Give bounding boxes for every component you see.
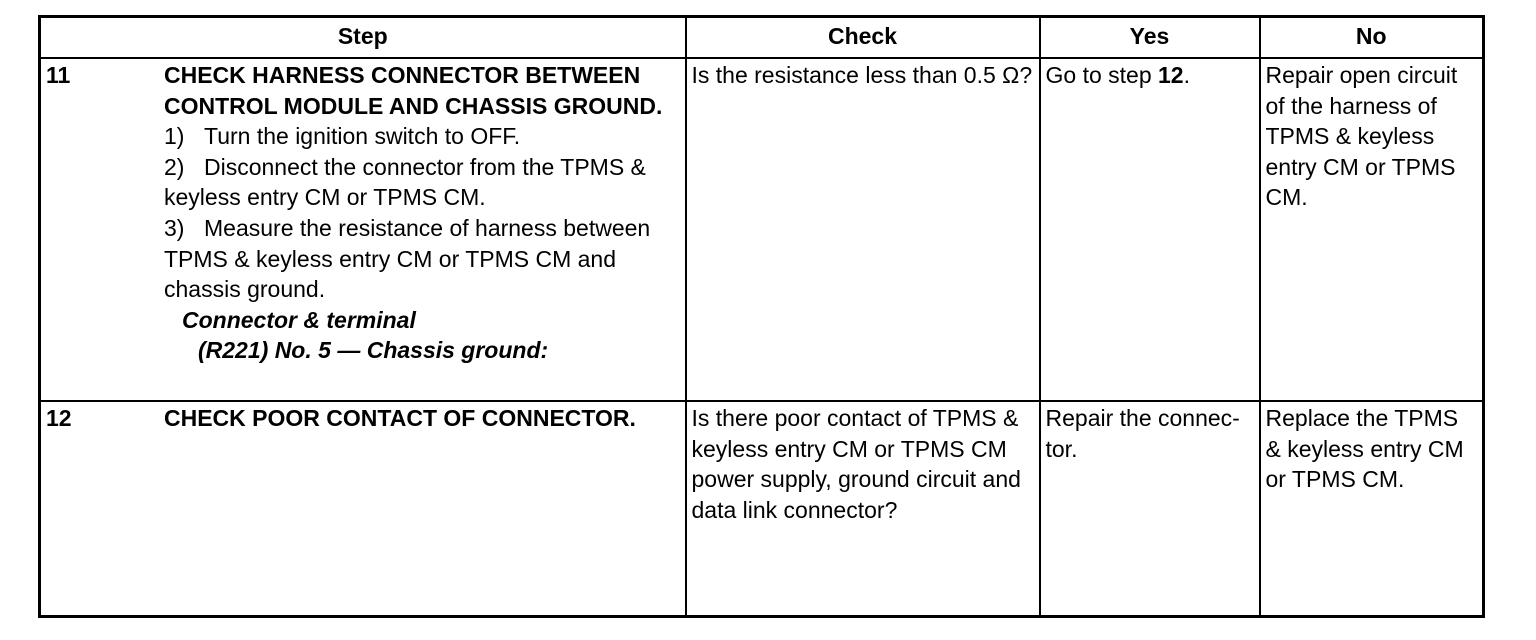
no-cell: Replace the TPMS & keyless entry CM or TPMS CM. [1260, 401, 1484, 617]
step-number: 11 [46, 62, 71, 88]
sub-step [164, 121, 680, 152]
yes-prefix: Go to step [1045, 62, 1159, 88]
diagnostic-table [38, 15, 1485, 618]
header-step: Step [40, 17, 686, 59]
sub-step-number: 3) [164, 214, 185, 241]
yes-cell: Repair the connec-tor. [1040, 401, 1260, 617]
yes-cell [1040, 58, 1260, 401]
header-row [40, 17, 1484, 59]
check-cell: Is the resistance less than 0.5 Ω? [686, 58, 1040, 401]
check-cell: Is there poor contact of TPMS & keyless entry CM or TPMS CM power supply, ground circuit and data link connector? [686, 401, 1040, 617]
sub-step [164, 213, 680, 305]
step-number: 12 [46, 405, 72, 431]
step-title: CHECK HARNESS CONNECTOR BETWEEN CONTROL MODULE AND CHASSIS GROUND. [164, 62, 663, 119]
connector-label: Connector & terminal [182, 306, 416, 333]
header-yes: Yes [1040, 17, 1260, 59]
step-cell [40, 58, 686, 401]
step-title: CHECK POOR CONTACT OF CONNECTOR. [164, 405, 636, 431]
table-row [40, 58, 1484, 401]
sub-step-number: 1) [164, 123, 185, 150]
no-cell: Repair open circuit of the harness of TPMS & keyless entry CM or TPMS CM. [1260, 58, 1484, 401]
sub-step-text: Turn the ignition switch to OFF. [204, 123, 521, 150]
sub-step-text: Measure the resistance of harness between TPMS & keyless entry CM or TPMS CM and chassis ground. [164, 214, 651, 303]
sub-step [164, 152, 680, 213]
step-cell [40, 401, 686, 617]
yes-step-ref: 12 [1158, 62, 1184, 88]
sub-step-text: Disconnect the connector from the TPMS & keyless entry CM or TPMS CM. [164, 153, 646, 211]
table-row [40, 401, 1484, 617]
header-no: No [1260, 17, 1484, 59]
yes-suffix: . [1183, 62, 1190, 88]
header-check: Check [686, 17, 1040, 59]
sub-step-number: 2) [164, 153, 185, 180]
connector-value: (R221) No. 5 — Chassis ground: [198, 337, 549, 364]
